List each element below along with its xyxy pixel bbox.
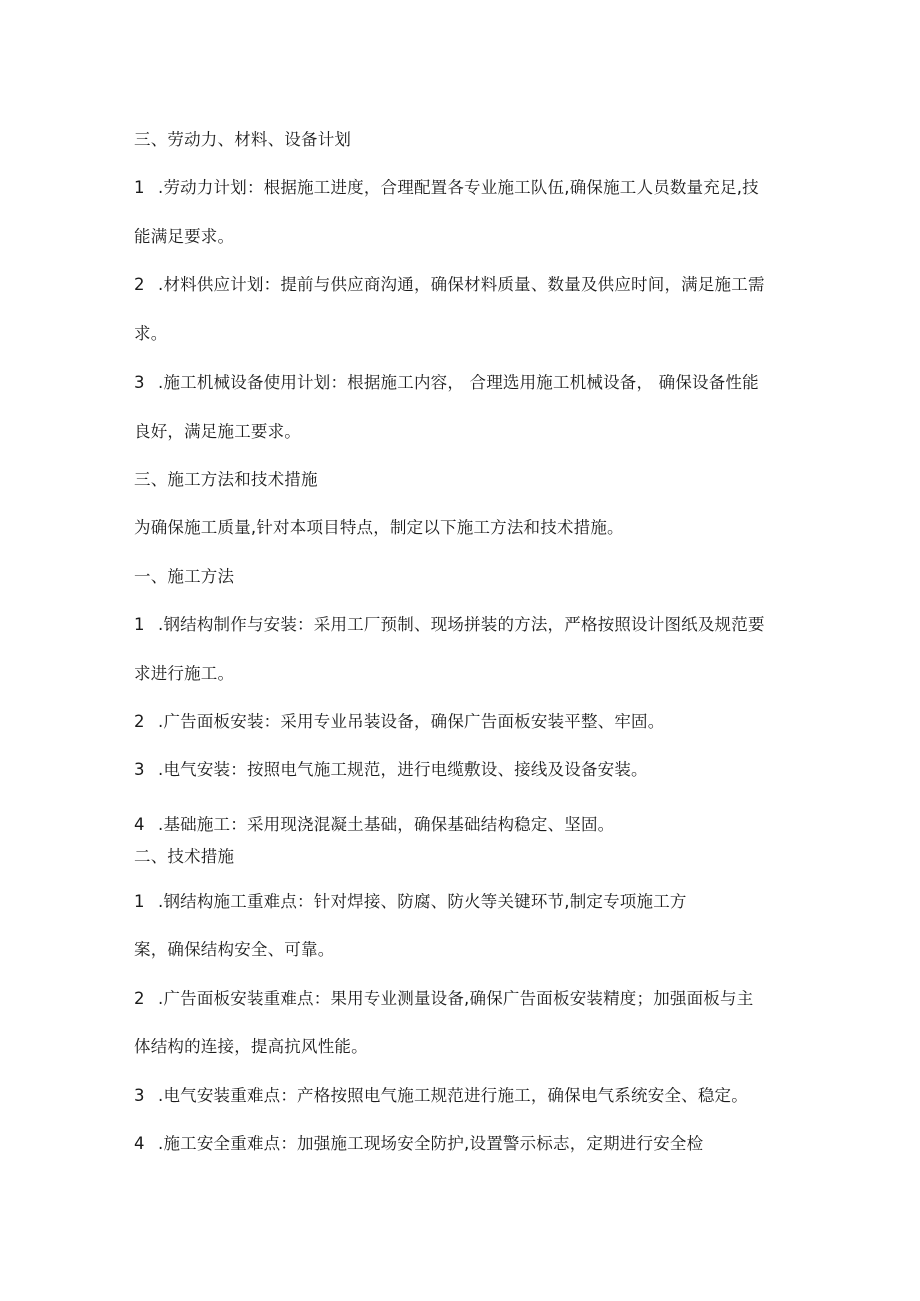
section-heading-methods: 三、施工方法和技术措施	[134, 470, 318, 489]
item-text: .施工机械设备使用计划：根据施工内容， 合理选用施工机械设备， 确保设备性能	[158, 373, 759, 392]
labor-item-3-line2: 良好，满足施工要求。	[134, 422, 301, 441]
methods-intro: 为确保施工质量,针对本项目特点，制定以下施工方法和技术措施。	[134, 518, 624, 537]
section-heading-labor: 三、劳动力、材料、设备计划	[134, 130, 352, 149]
item-text: .电气安装重难点：产格按照电气施工规范进行施工，确保电气系统安全、稳定。	[158, 1086, 748, 1105]
labor-item-3-line1	[134, 372, 759, 394]
tech-item-4	[134, 1133, 703, 1155]
tech-item-2-line2: 体结构的连接，提高抗风性能。	[134, 1037, 368, 1056]
item-number: 4	[134, 815, 145, 834]
method-item-1-line2: 求进行施工。	[134, 664, 235, 683]
tech-item-2-line1	[134, 988, 753, 1010]
subsection-heading-tech: 二、技术措施	[134, 847, 235, 866]
item-number: 2	[134, 712, 145, 731]
method-item-1-line1	[134, 614, 765, 636]
item-text: .电气安装：按照电气施工规范，进行电缆敷设、接线及设备安装。	[158, 760, 648, 779]
labor-item-1-line2: 能满足要求。	[134, 227, 235, 246]
item-number: 3	[134, 373, 145, 392]
item-text: .施工安全重难点：加强施工现场安全防护,设置警示标志，定期进行安全检	[158, 1134, 704, 1153]
item-text: .钢结构制作与安装：采用工厂预制、现场拼装的方法，严格按照设计图纸及规范要	[158, 615, 765, 634]
tech-item-1-line1	[134, 891, 687, 913]
item-text: .劳动力计划：根据施工进度，合理配置各专业施工队伍,确保施工人员数量充足,技	[158, 178, 759, 197]
labor-item-1-line1	[134, 177, 759, 199]
item-text: .材料供应计划：提前与供应商沟通，确保材料质量、数量及供应时间，满足施工需	[158, 275, 765, 294]
method-item-3	[134, 759, 648, 781]
item-number: 1	[134, 178, 145, 197]
tech-item-3	[134, 1085, 748, 1107]
item-text: .广告面板安装重难点：果用专业测量设备,确保广告面板安装精度；加强面板与主	[158, 989, 754, 1008]
method-item-4	[134, 814, 614, 836]
tech-item-1-line2: 案，确保结构安全、可靠。	[134, 940, 335, 959]
item-text: .钢结构施工重难点：针对焊接、防腐、防火等关键环节,制定专项施工方	[158, 892, 687, 911]
item-number: 1	[134, 615, 145, 634]
labor-item-2-line2: 求。	[134, 324, 168, 343]
item-number: 1	[134, 892, 145, 911]
item-text: .基础施工：采用现浇混凝土基础，确保基础结构稳定、坚固。	[158, 815, 615, 834]
item-number: 3	[134, 760, 145, 779]
subsection-heading-methods: 一、施工方法	[134, 567, 235, 586]
method-item-2	[134, 711, 664, 733]
item-number: 4	[134, 1134, 145, 1153]
item-number: 2	[134, 989, 145, 1008]
item-text: .广告面板安装：采用专业吊装设备，确保广告面板安装平整、牢固。	[158, 712, 665, 731]
item-number: 3	[134, 1086, 145, 1105]
item-number: 2	[134, 275, 145, 294]
labor-item-2-line1	[134, 274, 765, 296]
